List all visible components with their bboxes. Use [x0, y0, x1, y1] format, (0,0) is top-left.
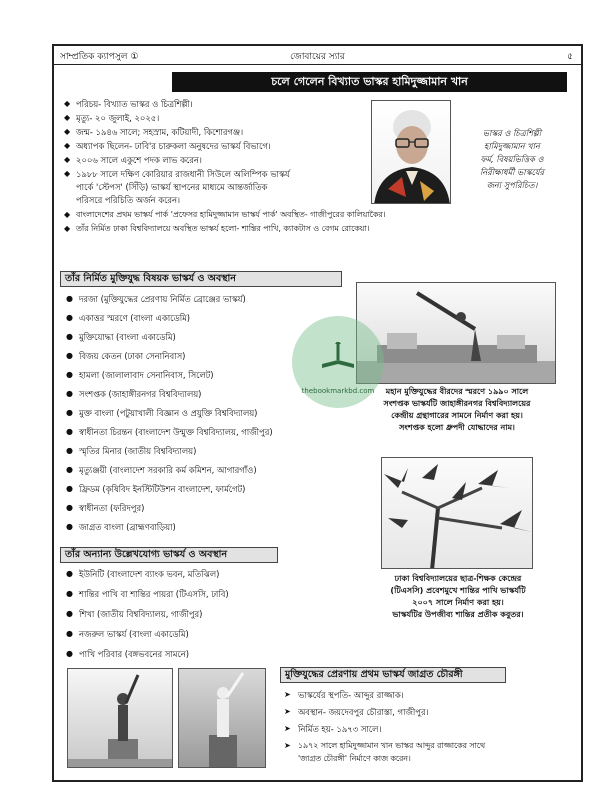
list-item: দরজা (মুক্তিযুদ্ধের প্রেরণায় নির্মিত ব্রোঞ্জের ভাস্কর্য): [79, 294, 246, 304]
header-left: সাম্প্রতিক ক্যাপসুল ①: [60, 52, 139, 62]
main-title: চলে গেলেন বিখ্যাত ভাস্কর হামিদুজ্জামান খান: [172, 72, 567, 92]
list-item: ইউনিটি (বাংলাদেশ ব্যাংক ভবন, মতিঝিল): [79, 569, 220, 579]
bullet-icon: ●: [66, 522, 73, 531]
intro-item: বাংলাদেশের প্রথম ভাস্কর্য পার্ক 'প্রফেসর হামিদুজ্জামান ভাস্কর্য পার্ক' অবস্থিত- গাজীপুরের কালিয়াকৈর।: [76, 210, 386, 219]
section-title-liberation-war: তাঁর নির্মিত মুক্তিযুদ্ধ বিষয়ক ভাস্কর্য ও অবস্থান: [60, 271, 342, 287]
bullet-icon: ●: [66, 332, 73, 341]
bullet-icon: ●: [66, 589, 73, 598]
peace-bird-photo: [381, 457, 533, 569]
bullet-icon: ●: [66, 569, 73, 578]
peace-bird-caption: [360, 573, 556, 621]
list-item: ১৯৭২ সালে হামিদুজ্জামান খান ভাস্কর আব্দুর রাজ্জাকের সাথে: [298, 741, 485, 750]
pigeon-sculpture-figure: [382, 458, 533, 569]
intro-item-cont: পার্কে 'স্টেপস' (সিঁড়ি) ভাস্কর্য স্থাপনের মাধ্যমে আন্তর্জাতিক: [76, 182, 268, 192]
list-item: একাত্তর স্মরণে (বাংলা একাডেমি): [79, 313, 191, 323]
sculpture-figure: [357, 283, 556, 384]
caption-line: মহান মুক্তিযুদ্ধের বীরদের স্মরণে ১৯৯০ সালে: [385, 387, 529, 396]
bullet-icon: ●: [66, 389, 73, 398]
list-item: পাখি পরিবার (বঙ্গভবনের সামনে): [79, 649, 189, 659]
list-item: সংশপ্তক (জাহাঙ্গীরনগর বিশ্ববিদ্যালয়): [79, 389, 202, 399]
list-item: মৃত্যুঞ্জয়ী (বাংলাদেশ সরকারি কর্ম কমিশন, আগারগাঁও): [79, 465, 257, 475]
list-item: জাগ্রত বাংলা (ব্রাহ্মণবাড়িয়া): [79, 522, 176, 532]
bullet-icon: ●: [66, 446, 73, 455]
list-item: স্মৃতির মিনার (জাতীয় বিশ্ববিদ্যালয়): [79, 446, 197, 456]
bullet-icon: ●: [66, 649, 73, 658]
portrait-photo: [371, 100, 451, 204]
intro-item: মৃত্যু- ২০ জুলাই, ২০২৫।: [76, 113, 160, 123]
bullet-icon: ●: [66, 370, 73, 379]
songshoptok-photo: [356, 282, 556, 384]
page-header: [54, 46, 581, 64]
list-item: বিজয় কেতন (ঢাকা সেনানিবাস): [79, 351, 186, 361]
portrait-caption: [458, 127, 566, 192]
arrow-bullet-icon: ➤: [284, 741, 291, 750]
caption-line: ঢাকা বিশ্ববিদ্যালয়ের ছাত্র-শিক্ষক কেন্দ্রের: [394, 574, 522, 583]
intro-item: তাঁর নির্মিত ঢাকা বিশ্ববিদ্যালয়ে অবস্থিত ভাস্কর্য হলো- শান্তির পাখি, ক্যাকটাস ও বেগম রোকেয়া।: [76, 224, 370, 233]
bullet-icon: ●: [66, 351, 73, 360]
diamond-bullet-icon: ◆: [64, 155, 71, 164]
watermark-logo: [292, 316, 384, 408]
list-item: ভাস্কর্যের স্থপতি- আব্দুর রাজ্জাক।: [298, 690, 404, 700]
portrait-caption-line: জন্য সুপরিচিত।: [486, 180, 538, 190]
bullet-icon: ●: [66, 294, 73, 303]
diamond-bullet-icon: ◆: [64, 224, 71, 233]
diamond-bullet-icon: ◆: [64, 113, 71, 122]
jagroto-chowrongi-photo-2: [178, 668, 266, 768]
arrow-bullet-icon: ➤: [284, 690, 291, 699]
caption-line: কেন্দ্রীয় গ্রন্থাগারের সামনে নির্মাণ করা হয়।: [391, 411, 523, 420]
diamond-bullet-icon: ◆: [64, 210, 71, 219]
bullet-icon: ●: [66, 313, 73, 322]
section-title-other-works: তাঁর অন্যান্য উল্লেখযোগ্য ভাস্কর্য ও অবস্থান: [60, 547, 278, 563]
bullet-icon: ●: [66, 629, 73, 638]
diamond-bullet-icon: ◆: [64, 99, 71, 108]
portrait-figure: [372, 101, 451, 204]
bullet-icon: ●: [66, 484, 73, 493]
list-item: নির্মিত হয়- ১৯৭৩ সালে।: [298, 724, 382, 734]
bullet-icon: ●: [66, 408, 73, 417]
intro-item: পরিচয়- বিখ্যাত ভাস্কর ও চিত্রশিল্পী।: [76, 99, 193, 109]
header-divider: [54, 64, 581, 65]
list-item: ফ্রিডম (কৃষিবিদ ইনস্টিটিউশন বাংলাদেশ, ফার্মগেট): [79, 484, 246, 494]
list-item: অবস্থান- জয়দেবপুর চৌরাস্তা, গাজীপুর।: [298, 707, 429, 717]
list-item: হামলা (জালালাবাদ সেনানিবাস, সিলেট): [79, 370, 214, 380]
page-number: ৫: [567, 52, 573, 62]
watermark-text: thebookmarkbd.com: [301, 387, 375, 395]
arrow-bullet-icon: ➤: [284, 724, 291, 733]
header-center: জোবায়ের স্যার: [290, 52, 345, 62]
intro-item: অধ্যাপক ছিলেন- ঢাবি'র চারুকলা অনুষদের ভাস্কর্য বিভাগে।: [76, 141, 271, 151]
diamond-bullet-icon: ◆: [64, 127, 71, 136]
list-item: নজরুল ভাস্কর্য (বাংলা একাডেমি): [79, 629, 189, 639]
list-item: মুক্তিযোদ্ধা (বাংলা একাডেমি): [79, 332, 176, 342]
statue-figure: [179, 669, 266, 768]
diamond-bullet-icon: ◆: [64, 141, 71, 150]
intro-item: ২০০৬ সালে একুশে পদক লাভ করেন।: [76, 155, 202, 165]
list-item: মুক্ত বাংলা (পটুয়াখালী বিজ্ঞান ও প্রযুক্তি বিশ্ববিদ্যালয়): [79, 408, 258, 418]
songshoptok-caption: [352, 386, 562, 434]
portrait-caption-line: ভাস্কর ও চিত্রশিল্পী: [482, 128, 542, 138]
portrait-caption-line: হামিদুজ্জামান খান: [484, 141, 540, 151]
arrow-bullet-icon: ➤: [284, 707, 291, 716]
caption-line: (টিএসসি) প্রবেশমুখে শান্তির পাখি ভাস্কর্যটি: [390, 586, 526, 595]
list-item-cont: 'জাগ্রত চৌরঙ্গী' নির্মাণে কাজ করেন।: [298, 754, 411, 763]
caption-line: সংশপ্তক হলো ধ্রুপদী যোদ্ধাদের নাম।: [399, 423, 515, 432]
book-pen-icon: [318, 342, 358, 372]
bullet-icon: ●: [66, 465, 73, 474]
intro-item: জন্ম- ১৯৪৬ সালে; সহস্রাম, কটিয়াদী, কিশোরগঞ্জ।: [76, 127, 244, 137]
bullet-icon: ●: [66, 609, 73, 618]
bullet-icon: ●: [66, 503, 73, 512]
statue-figure: [68, 669, 173, 768]
intro-item-cont: পরিসরে পরিচিতি অর্জন করেন।: [76, 195, 181, 205]
bullet-icon: ●: [66, 427, 73, 436]
portrait-caption-line: নিরীক্ষাধর্মী ভাস্কর্যের: [479, 167, 545, 177]
list-item: স্বাধীনতা চিরন্তন (বাংলাদেশ উন্মুক্ত বিশ্ববিদ্যালয়, গাজীপুর): [79, 427, 273, 437]
jagroto-chowrongi-photo-1: [67, 668, 173, 768]
caption-line: ভাস্কর্যটির উপজীব্য শান্তির প্রতীক কবুতর।: [392, 610, 524, 619]
diamond-bullet-icon: ◆: [64, 169, 71, 178]
portrait-caption-line: ফর্ম, বিষয়ভিত্তিক ও: [480, 154, 544, 164]
caption-line: ২০০৭ সালে নির্মাণ করা হয়।: [412, 598, 504, 607]
caption-line: সংশপ্তক ভাস্কর্যটি জাহাঙ্গীরনগর বিশ্ববিদ্যালয়ের: [383, 399, 531, 408]
list-item: স্বাধীনতা (ফরিদপুর): [79, 503, 145, 513]
list-item: শিখা (জাতীয় বিশ্ববিদ্যালয়, গাজীপুর): [79, 609, 203, 619]
section-title-jagroto-chowrongi: মুক্তিযুদ্ধের প্রেরণায় প্রথম ভাস্কর্য জাগ্রত চৌরঙ্গী: [280, 667, 506, 683]
list-item: শান্তির পাখি বা শান্তির পায়রা (টিএসসি, ঢাবি): [79, 589, 229, 599]
intro-item: ১৯৮৮ সালে দক্ষিণ কোরিয়ার রাজধানী সিউলে অলিম্পিক ভাস্কর্য: [76, 169, 290, 179]
